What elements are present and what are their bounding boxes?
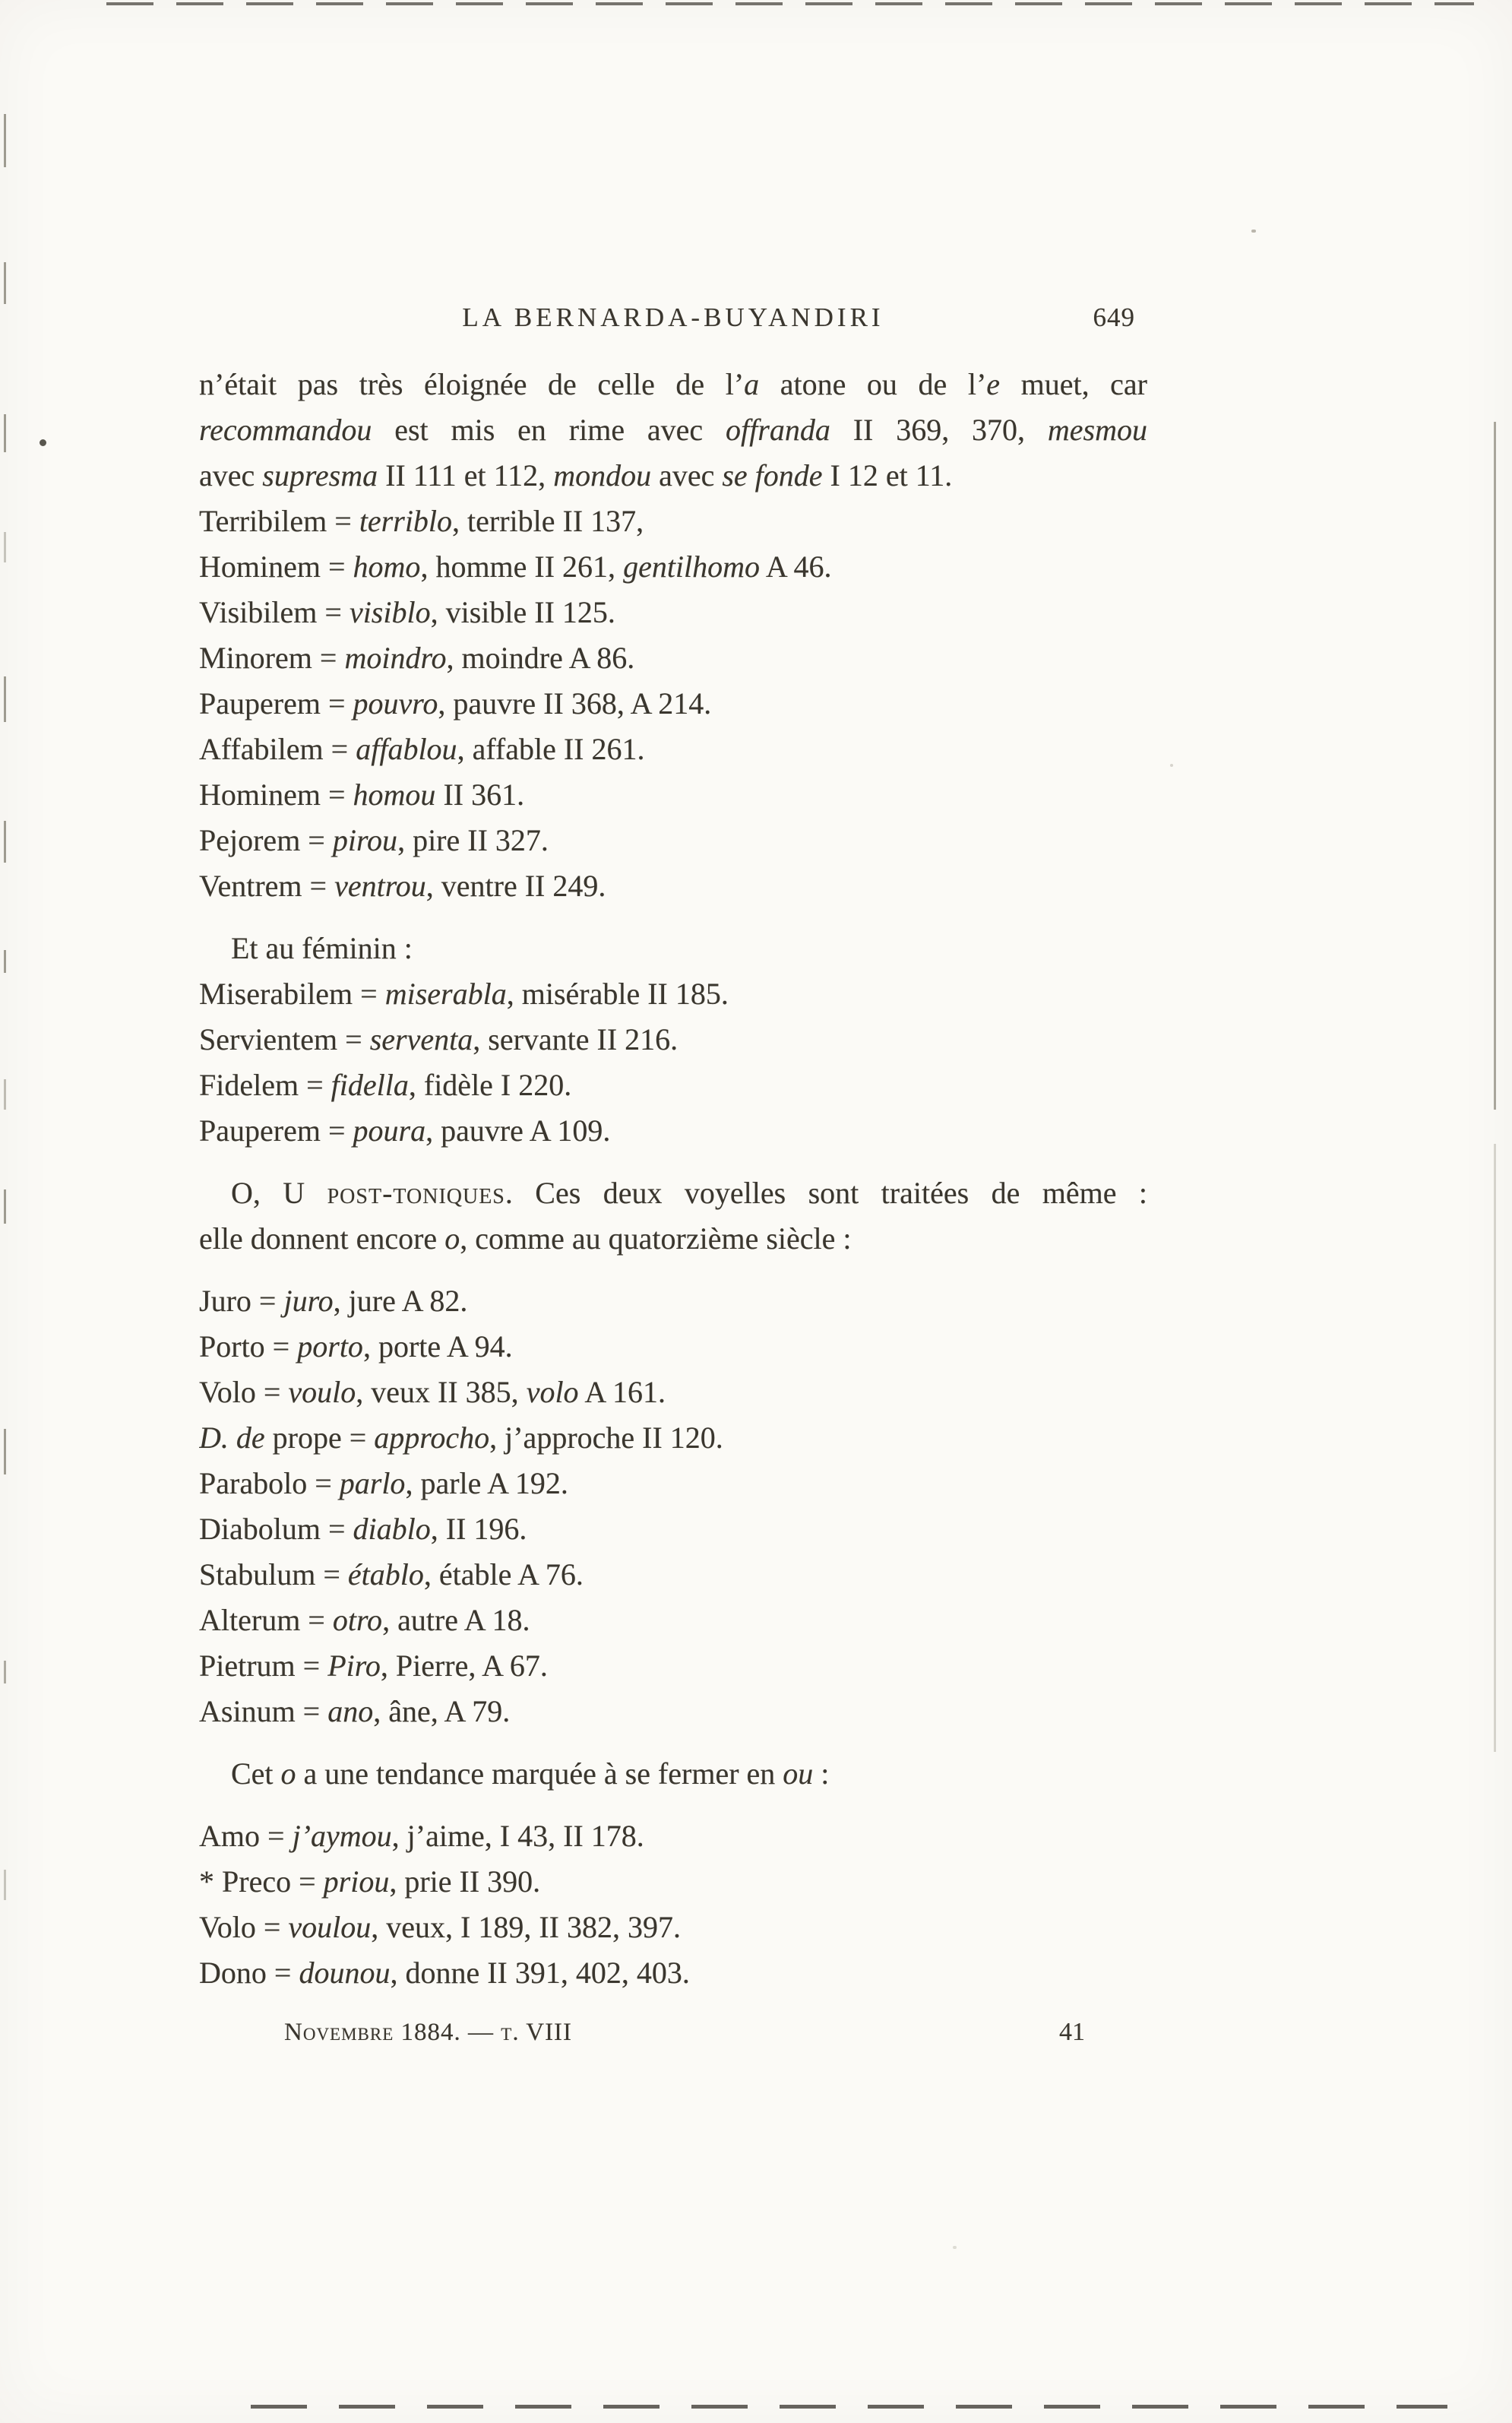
text: Dono = (199, 1956, 299, 1990)
text: , donne II 391, 402, 403. (390, 1956, 690, 1990)
italic-text: voulou (288, 1910, 372, 1944)
text: Volo = (199, 1375, 289, 1409)
text-line (199, 681, 1147, 727)
italic-text: mesmou (1047, 413, 1147, 447)
italic-text: établo (347, 1557, 424, 1592)
italic-text: porto (297, 1329, 363, 1364)
italic-text: homo (353, 550, 421, 584)
italic-text: e (986, 367, 1001, 401)
text: Pejorem = (199, 823, 333, 857)
text: Terribilem = (199, 504, 359, 538)
text-line (199, 863, 1147, 909)
italic-text: affablou (356, 732, 457, 766)
italic-text: volo (526, 1375, 579, 1409)
scan-artifact-speck (1170, 764, 1173, 767)
text: , porte A 94. (362, 1329, 513, 1364)
italic-text: parlo (339, 1466, 406, 1500)
signature-number: 41 (1059, 2018, 1085, 2046)
text: Fidelem = (199, 1068, 331, 1102)
italic-text: homou (353, 778, 436, 812)
text: atone ou de l’ (759, 367, 987, 401)
text-line (199, 544, 1147, 590)
text: Minorem = (199, 641, 345, 675)
text-line (199, 1063, 1147, 1108)
text: O, U (231, 1176, 327, 1210)
text-line (199, 1598, 1147, 1643)
scan-artifact-left-tick (4, 114, 6, 167)
text: * Preco = (199, 1864, 324, 1899)
italic-text: fidella (331, 1068, 409, 1102)
text-line (199, 1689, 1147, 1734)
text: , fidèle I 220. (408, 1068, 572, 1102)
text: est mis en rime avec (372, 413, 726, 447)
text: , misérable II 185. (506, 977, 729, 1011)
text-line (199, 453, 1147, 499)
text: , comme au quatorzième siècle : (460, 1221, 852, 1256)
italic-text: serventa (369, 1022, 473, 1056)
text: Pietrum = (199, 1649, 328, 1683)
text-lines (199, 362, 1147, 1996)
text: , terrible II 137, (452, 504, 644, 538)
text: Ventrem = (199, 869, 335, 903)
text-line (199, 635, 1147, 681)
scan-artifact-left-tick (4, 676, 6, 722)
scan-artifact-left-tick (4, 821, 6, 863)
italic-text: ano (327, 1694, 374, 1728)
text: Et au féminin : (231, 931, 413, 965)
text: Porto = (199, 1329, 298, 1364)
scan-artifact-left-tick (4, 414, 6, 452)
text: muet, car (1000, 367, 1147, 401)
text: , pauvre II 368, A 214. (438, 686, 712, 721)
text: Stabulum = (199, 1557, 348, 1592)
text-line (199, 818, 1147, 863)
text: , veux II 385, (356, 1375, 527, 1409)
text: Visibilem = (199, 595, 350, 629)
text: Cet (231, 1756, 281, 1791)
text: , prie II 390. (389, 1864, 541, 1899)
text: , Pierre, A 67. (380, 1649, 548, 1683)
text: II 369, 370, (830, 413, 1048, 447)
scan-artifact-left-tick (4, 1189, 6, 1224)
text: , moindre A 86. (446, 641, 635, 675)
text: , j’aime, I 43, II 178. (391, 1819, 644, 1853)
italic-text: o (444, 1221, 460, 1256)
text: avec (651, 458, 723, 493)
text-line (199, 1813, 1147, 1859)
text-line (199, 1324, 1147, 1370)
text: , parle A 192. (405, 1466, 568, 1500)
text-line (199, 1370, 1147, 1415)
italic-text: se fonde (722, 458, 823, 493)
italic-text: moindro (344, 641, 447, 675)
text: Servientem = (199, 1022, 370, 1056)
text: Amo = (199, 1819, 293, 1853)
text: A 161. (578, 1375, 666, 1409)
text: Diabolum = (199, 1512, 353, 1546)
text: . Ces deux voyelles sont traitées de même : (505, 1176, 1147, 1210)
text: Hominem = (199, 550, 353, 584)
text-line (199, 407, 1147, 453)
text: , j’approche II 120. (489, 1421, 723, 1455)
text: II 361. (435, 778, 525, 812)
page-header (199, 302, 1147, 339)
smallcaps-text: post-toniques (327, 1176, 505, 1210)
text-line (199, 1859, 1147, 1905)
text: n’était pas très éloignée de celle de l’ (199, 367, 745, 401)
italic-text: mondou (553, 458, 652, 493)
italic-text: priou (323, 1864, 390, 1899)
scan-artifact-right-line (1494, 422, 1496, 1110)
text-line (199, 1905, 1147, 1950)
text-line (199, 1415, 1147, 1461)
scan-artifact-left-tick (4, 532, 6, 562)
scan-artifact-bottom-edge (251, 2405, 1447, 2409)
text-line (199, 1278, 1147, 1324)
italic-text: poura (353, 1113, 426, 1148)
text: I 12 et 11. (822, 458, 953, 493)
text: , étable A 76. (423, 1557, 584, 1592)
text: avec (199, 458, 263, 493)
text-line (199, 1170, 1147, 1216)
scan-artifact-right-line (1494, 1144, 1496, 1752)
imprint: Novembre 1884. — t. VIII (284, 2019, 573, 2046)
text: Hominem = (199, 778, 353, 812)
text: : (813, 1756, 830, 1791)
text: Parabolo = (199, 1466, 340, 1500)
italic-text: ou (783, 1756, 814, 1791)
italic-text: gentilhomo (623, 550, 761, 584)
text: II 111 et 112, (378, 458, 554, 493)
text-line (199, 1108, 1147, 1154)
text: Pauperem = (199, 686, 353, 721)
text: , ventre II 249. (425, 869, 606, 903)
text-line (199, 499, 1147, 544)
text-line (199, 1751, 1147, 1797)
italic-text: supresma (262, 458, 378, 493)
text-line (199, 1461, 1147, 1506)
italic-text: voulo (288, 1375, 356, 1409)
text: , veux, I 189, II 382, 397. (371, 1910, 681, 1944)
page-number: 649 (1093, 302, 1135, 332)
italic-text: j’aymou (292, 1819, 392, 1853)
text-line (199, 1216, 1147, 1262)
text-line (199, 727, 1147, 772)
italic-text: diablo (353, 1512, 431, 1546)
italic-text: otro (332, 1603, 383, 1637)
text: a une tendance marquée à se fermer en (296, 1756, 783, 1791)
text: Pauperem = (199, 1113, 353, 1148)
text: , II 196. (430, 1512, 527, 1546)
text: , autre A 18. (382, 1603, 530, 1637)
text: A 46. (760, 550, 832, 584)
text: , âne, A 79. (373, 1694, 511, 1728)
text: Juro = (199, 1284, 284, 1318)
text: , jure A 82. (333, 1284, 468, 1318)
italic-text: visiblo (349, 595, 431, 629)
text-line (199, 971, 1147, 1017)
text: Volo = (199, 1910, 289, 1944)
text-line (199, 1950, 1147, 1996)
text: prope = (264, 1421, 375, 1455)
scan-artifact-speck (953, 2246, 957, 2249)
text-line (199, 1506, 1147, 1552)
italic-text: D. de (199, 1421, 265, 1455)
text: Miserabilem = (199, 977, 385, 1011)
text: , homme II 261, (420, 550, 624, 584)
italic-text: pirou (332, 823, 398, 857)
scan-artifact-left-tick (4, 1870, 6, 1900)
text: , servante II 216. (473, 1022, 679, 1056)
page-footer (199, 2010, 1147, 2055)
text-line (199, 362, 1147, 407)
text-line (199, 1017, 1147, 1063)
italic-text: o (280, 1756, 296, 1791)
running-title: LA BERNARDA-BUYANDIRI (462, 302, 884, 332)
italic-text: terriblo (359, 504, 453, 538)
text: Alterum = (199, 1603, 333, 1637)
scan-artifact-top-edge (106, 2, 1474, 5)
scan-artifact-left-tick (4, 950, 6, 973)
scan-artifact-left-tick (4, 262, 6, 304)
text-line (199, 772, 1147, 818)
text: Affabilem = (199, 732, 356, 766)
text: , affable II 261. (457, 732, 645, 766)
text: , visible II 125. (430, 595, 615, 629)
scan-artifact-left-tick (4, 1429, 6, 1474)
text-line (199, 1643, 1147, 1689)
text: elle donnent encore (199, 1221, 445, 1256)
italic-text: miserabla (384, 977, 507, 1011)
italic-text: dounou (299, 1956, 391, 1990)
italic-text: a (744, 367, 760, 401)
text-block (199, 302, 1147, 2055)
text-line (199, 1552, 1147, 1598)
text: , pire II 327. (397, 823, 549, 857)
scan-artifact-left-tick (4, 1661, 6, 1683)
scan-artifact-left-tick (4, 1079, 6, 1110)
scan-artifact-speck (1251, 230, 1256, 233)
text: , pauvre A 109. (425, 1113, 611, 1148)
italic-text: offranda (726, 413, 830, 447)
text-line (199, 590, 1147, 635)
italic-text: juro (283, 1284, 334, 1318)
scan-artifact-ink-dot (40, 439, 46, 446)
italic-text: Piro (327, 1649, 381, 1683)
text: Asinum = (199, 1694, 328, 1728)
italic-text: ventrou (334, 869, 426, 903)
text-line (199, 926, 1147, 971)
italic-text: approcho (374, 1421, 490, 1455)
italic-text: recommandou (199, 413, 372, 447)
italic-text: pouvro (353, 686, 438, 721)
